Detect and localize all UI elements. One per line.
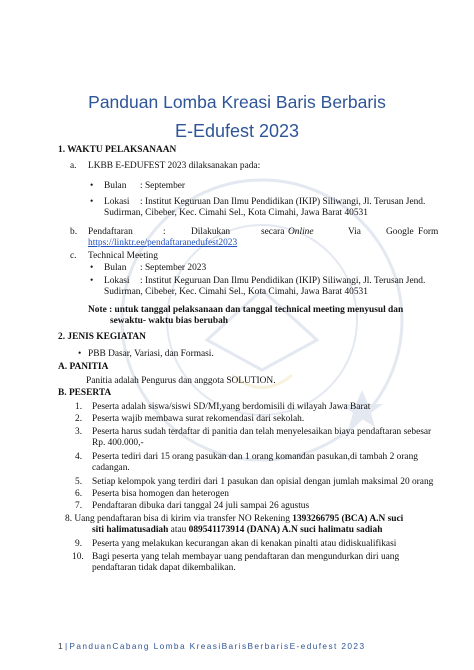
peserta-num: 7. [75, 501, 83, 511]
peserta-num: 6. [75, 489, 83, 499]
panitia-heading: A. PANITIA [58, 362, 109, 372]
section-heading-waktu: 1. WAKTU PELAKSANAAN [58, 145, 177, 155]
peserta-line: Peserta tediri dari 15 orang pasukan dan 1 orang komandan pasukan,di tambah 2 orang [92, 452, 418, 462]
lokasi-label: Lokasi [104, 197, 130, 207]
note-line2: sewaktu- waktu bias berubah [110, 316, 228, 326]
peserta-line: Peserta yang melakukan kecurangan akan di kenakan pinalti atau didiskualifikasi [92, 539, 397, 549]
peserta-line: Pendaftaran dibuka dari tanggal 24 juli sampai 26 agustus [92, 501, 310, 511]
tm-lokasi-line2: Sudirman, Cibeber, Kec. Cimahi Sel., Kota Cimahi, Jawa Barat 40531 [104, 287, 368, 297]
tm-bulan-label: Bulan [104, 263, 127, 273]
peserta-item8-line2 [92, 525, 382, 536]
peserta-line: Peserta adalah siswa/siswi SD/MI,yang berdomisili di wilayah Jawa Barat [92, 402, 371, 412]
peserta-num: 5. [75, 477, 83, 487]
note-line1: Note : untuk tanggal pelaksanaan dan tanggal technical meeting menyusul dan [88, 305, 404, 315]
document-title: Panduan Lomba Kreasi Baris Berbaris [88, 92, 386, 112]
pendaftaran-colon: : [163, 227, 166, 237]
list-marker-c: c. [70, 251, 77, 261]
peserta-line: Rp. 400.000,- [92, 438, 144, 448]
tm-lokasi-line1: : Institut Keguruan Dan Ilmu Pendidikan (IKIP) Siliwangi, Jl. Terusan Jend. [140, 276, 426, 286]
item8-atau: atau [168, 525, 189, 535]
item8-rekening-dana: 089541173914 (DANA) A.N suci halimatu sadiah [188, 525, 383, 535]
peserta-num: 10. [72, 552, 84, 562]
page-footer [58, 641, 365, 651]
bulan-value: : September [140, 181, 186, 191]
item8-text: 8. Uang pendaftaran bisa di kirim via transfer NO Rekening [65, 514, 293, 524]
peserta-num: 9. [75, 539, 83, 549]
registration-link[interactable]: https://linktr.ee/pendaftaranedufest2023 [88, 238, 238, 248]
list-marker-b: b. [70, 227, 78, 237]
section-heading-jenis: 2. JENIS KEGIATAN [58, 332, 146, 342]
footer-separator: | [64, 641, 68, 651]
bullet: • [90, 263, 94, 273]
word-google: Google [386, 227, 414, 237]
peserta-num: 1. [75, 402, 83, 412]
page-number: 1 [58, 641, 63, 651]
word-dilakukan: Dilakukan [191, 227, 231, 237]
word-secara: secara [261, 227, 285, 237]
peserta-line: Bagi peserta yang telah membayar uang pendaftaran dan mengundurkan diri uang [92, 552, 400, 562]
item-c-text: Technical Meeting [88, 251, 158, 261]
lokasi-line1: : Institut Keguruan Dan Ilmu Pendidikan (IKIP) Siliwangi, Jl. Terusan Jend. [140, 197, 426, 207]
footer-text: PanduanCabang Lomba KreasiBarisBerbarisE-edufest 2023 [69, 641, 366, 651]
bullet: • [78, 349, 82, 359]
peserta-heading: B. PESERTA [58, 388, 112, 398]
peserta-line: Peserta bisa homogen dan heterogen [92, 489, 229, 499]
lokasi-line2: Sudirman, Cibeber, Kec. Cimahi Sel., Kota Cimahi, Jawa Barat 40531 [104, 208, 368, 218]
document-subtitle: E-Edufest 2023 [174, 121, 300, 141]
jenis-item: PBB Dasar, Variasi, dan Formasi. [88, 349, 214, 359]
peserta-line: Setiap kelompok yang terdiri dari 1 pasukan dan opisial dengan jumlah maksimal 20 orang [92, 477, 434, 487]
bullet: • [90, 197, 94, 207]
word-form: Form [418, 227, 439, 237]
tm-lokasi-label: Lokasi [104, 276, 130, 286]
word-via: Via [348, 227, 361, 237]
bulan-label: Bulan [104, 181, 127, 191]
item8-rekening-bca: 1393266795 (BCA) A.N suci [292, 514, 404, 524]
panitia-text: Panitia adalah Pengurus dan anggota SOLUTION. [86, 376, 276, 386]
list-marker-a: a. [70, 161, 77, 171]
item8-name-a: siti halimatusadiah [92, 525, 169, 535]
peserta-line: Peserta wajib membawa surat rekomendasi dari sekolah. [92, 414, 305, 424]
peserta-num: 3. [75, 427, 83, 437]
peserta-line: pendaftaran tidak dapat dikembalikan. [92, 563, 236, 573]
peserta-item8-line1 [65, 514, 403, 525]
tm-bulan-value: : September 2023 [140, 263, 207, 273]
bullet: • [90, 181, 94, 191]
peserta-num: 4. [75, 452, 83, 462]
peserta-line: Peserta harus sudah terdaftar di panitia dan telah menyelesaikan biaya pendaftaran sebesar [92, 427, 432, 437]
bullet: • [90, 276, 94, 286]
peserta-line: cadangan. [92, 463, 130, 473]
word-online: Online [288, 227, 314, 237]
item-a-text: LKBB E-EDUFEST 2023 dilaksanakan pada: [88, 161, 261, 171]
peserta-num: 2. [75, 414, 83, 424]
pendaftaran-label: Pendaftaran [88, 227, 133, 237]
